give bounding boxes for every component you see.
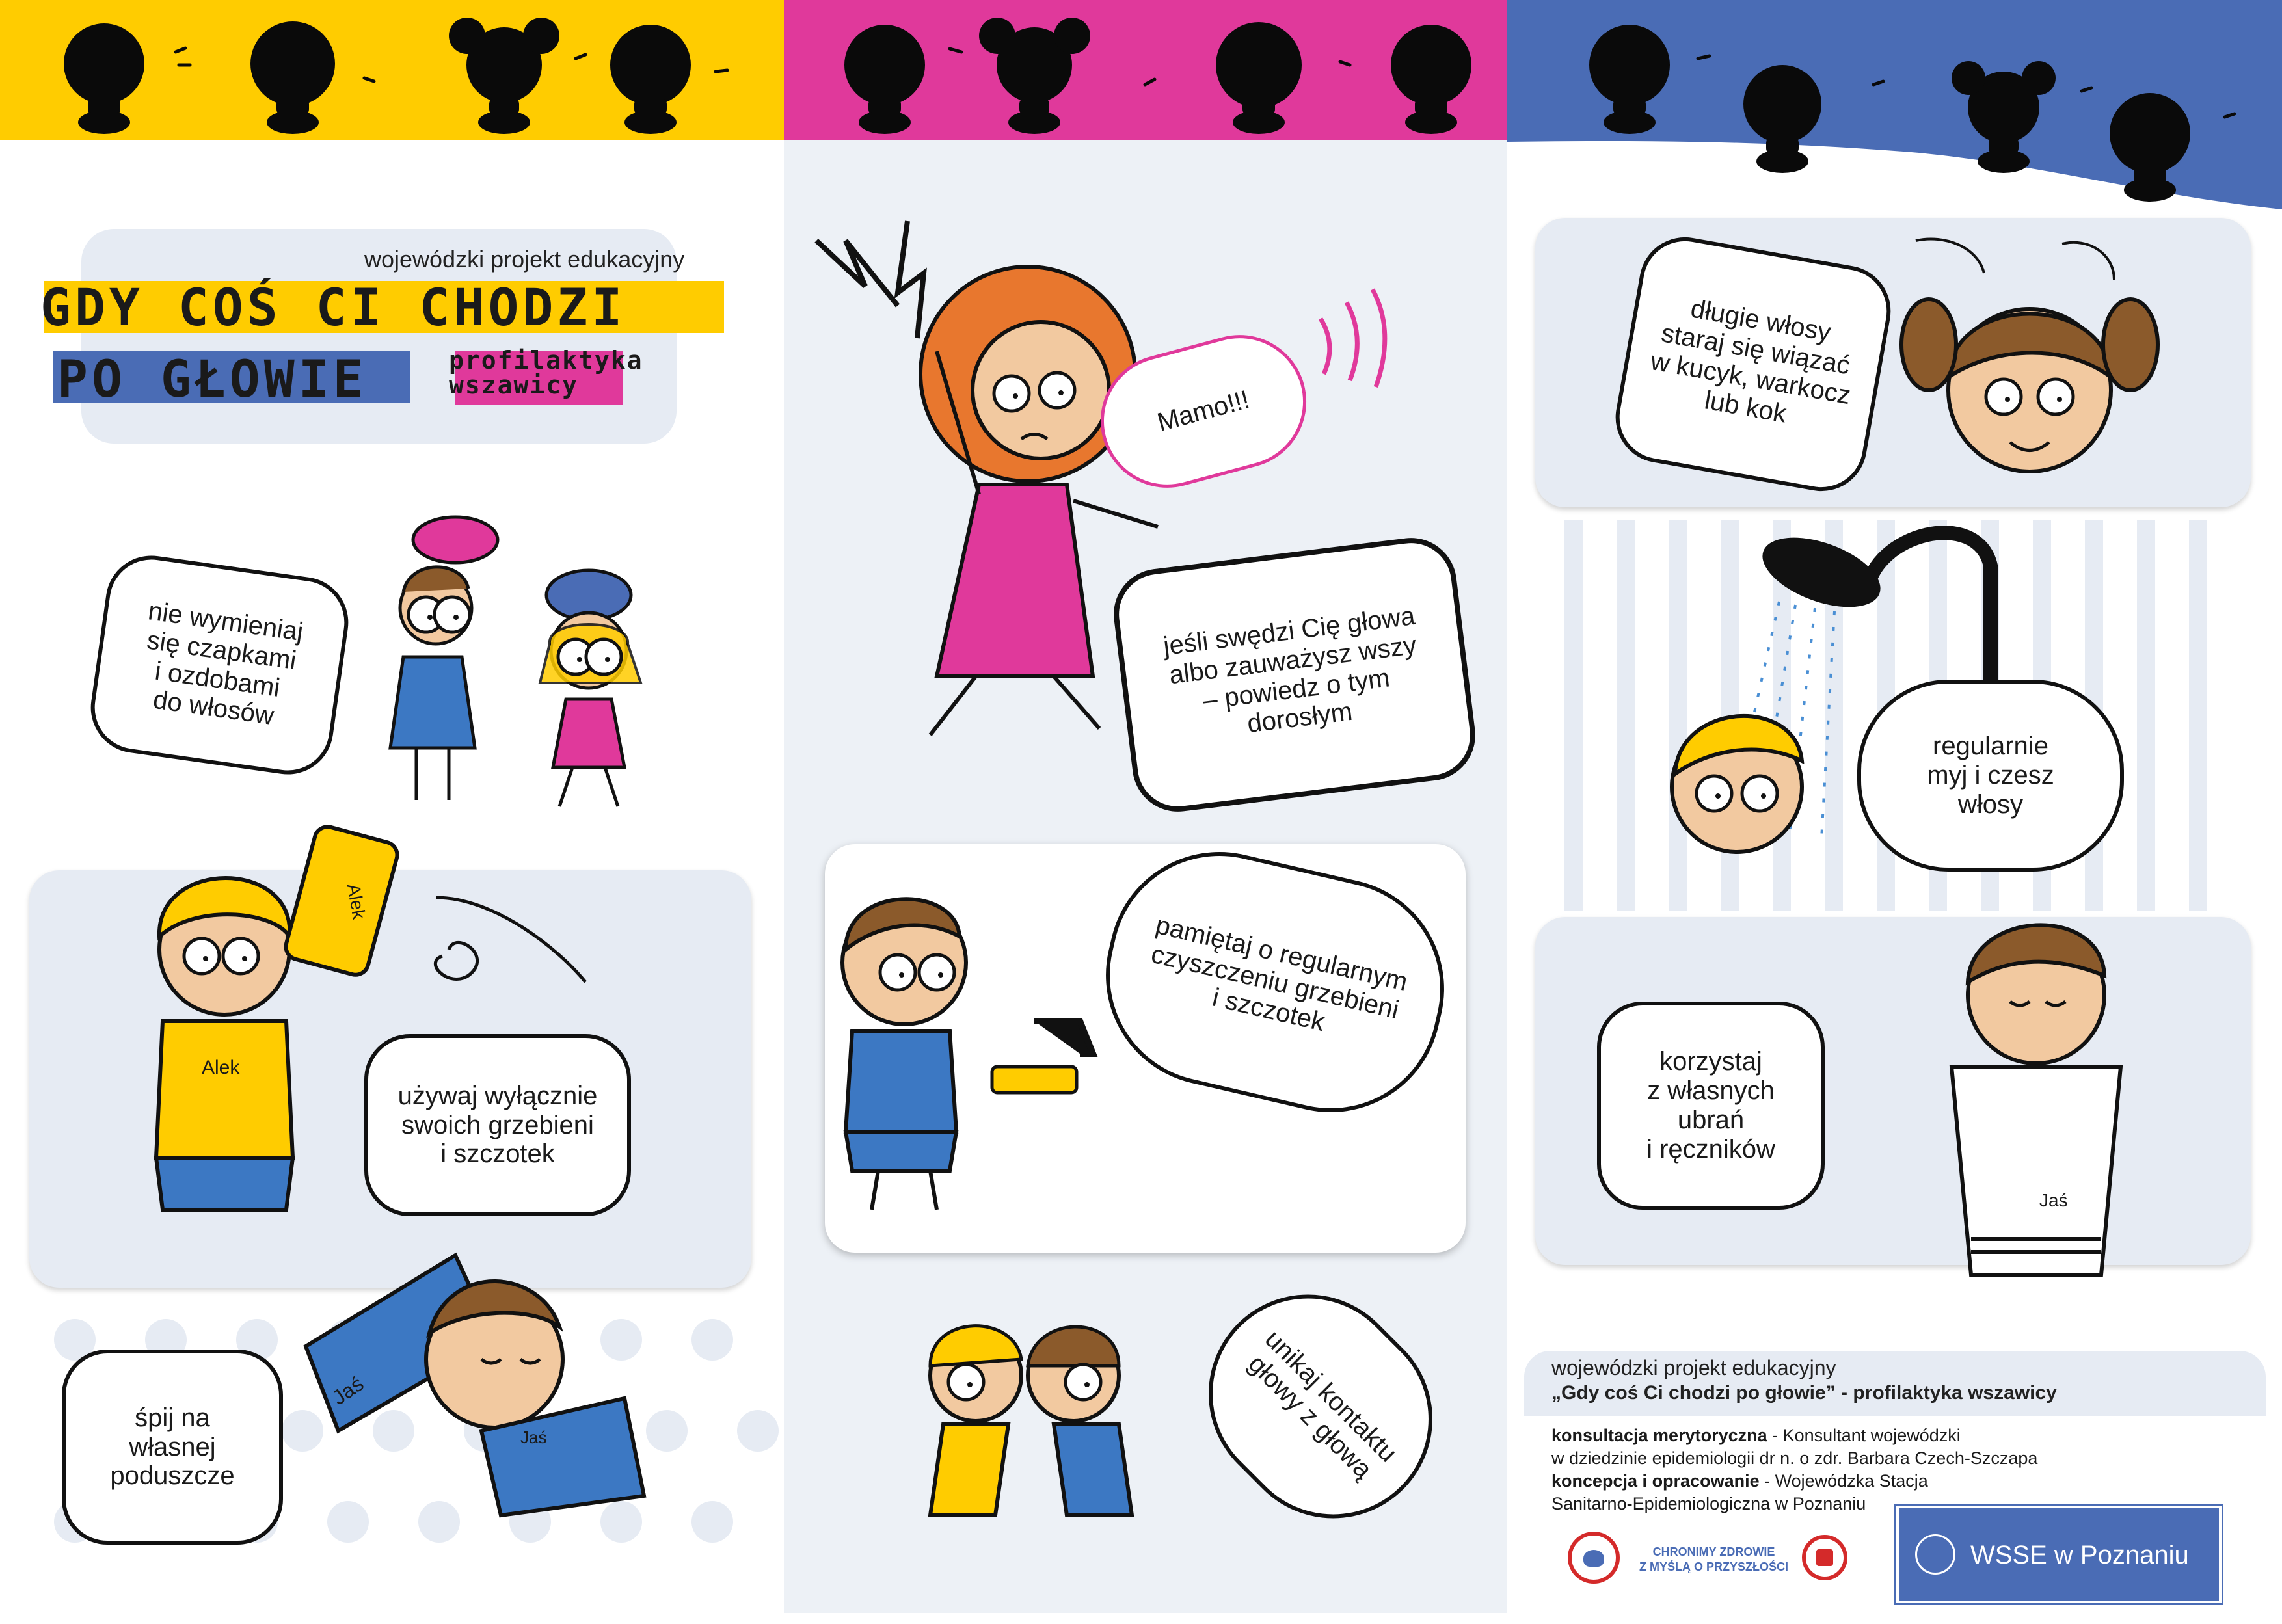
- bubble-pillow-text: śpij na własnej poduszcze: [110, 1403, 235, 1491]
- bubble-wash-hair: [1857, 680, 2124, 872]
- logo1-line2: Z MYŚLĄ O PRZYSZŁOŚCI: [1639, 1560, 1789, 1574]
- credit-concept: [1551, 1470, 2241, 1493]
- sanepid-emblem-icon: [1802, 1535, 1847, 1580]
- bubble-tell-adult-text: jeśli swędzi Cię głowa albo zauważysz wszy – powiedz o tym dorosłym: [1162, 601, 1418, 739]
- girl-pink-cap-illustration: [390, 517, 498, 800]
- jas-shirt-label: Jaś: [520, 1428, 547, 1447]
- title-line1: GDY COŚ CI CHODZI: [40, 279, 626, 338]
- credit-concept-text2: Sanitarno-Epidemiologiczna w Poznaniu: [1551, 1494, 1866, 1514]
- subtitle: profilaktyka wszawicy: [449, 346, 643, 399]
- bubble-own-clothes: [1597, 1002, 1825, 1210]
- jas-towel-label: Jaś: [2039, 1190, 2068, 1210]
- girl-blue-cap-illustration: [540, 570, 641, 806]
- wsse-logo-box: [1896, 1506, 2222, 1603]
- credit-merit-text: - Konsultant wojewódzki: [1767, 1426, 1961, 1445]
- bubble-mamo-text: Mamo!!!: [1154, 385, 1253, 438]
- credit-concept-label: koncepcja i opracowanie: [1551, 1471, 1760, 1491]
- project-label: wojewódzki projekt edukacyjny: [364, 246, 685, 273]
- alek-shirt-label: Alek: [202, 1057, 240, 1078]
- credit-merit: [1551, 1424, 2241, 1447]
- girl-pigtails-illustration: [1901, 299, 2158, 472]
- eagle-emblem-icon: [1915, 1534, 1955, 1575]
- bubble-combs-text: używaj wyłącznie swoich grzebieni i szczotek: [397, 1081, 598, 1169]
- bubble-long-hair: [1609, 230, 1898, 498]
- bubble-wash-hair-text: regularnie myj i czesz włosy: [1927, 732, 2054, 819]
- bubble-clean-combs-text: pamiętaj o regularnym czyszczeniu grzebieni i szczotek: [1148, 911, 1410, 1037]
- emblem-center-icon: [1816, 1549, 1833, 1566]
- bubble-pillow: [62, 1350, 283, 1545]
- bubble-long-hair-text: długie włosy staraj się wiązać w kucyk, warkocz lub kok: [1648, 294, 1853, 429]
- credit-merit-text2: w dziedzinie epidemiologii dr n. o zdr. Barbara Czech-Szczapa: [1551, 1448, 2038, 1469]
- chronimy-zdrowie-logo: [1568, 1532, 1620, 1584]
- title-line2: PO GŁOWIE: [57, 351, 368, 409]
- bubble-caps-text: nie wymieniaj się czapkami i ozdobami do włosów: [145, 596, 305, 731]
- chronimy-zdrowie-text: [1639, 1545, 1788, 1575]
- bubble-tell-adult: [1108, 533, 1481, 817]
- people-icon: [1583, 1550, 1604, 1567]
- bubble-own-clothes-text: korzystaj z własnych ubrań i ręczników: [1646, 1047, 1775, 1164]
- credit-merit-label: konsultacja merytoryczna: [1551, 1426, 1767, 1445]
- bubble-combs: [364, 1034, 631, 1216]
- logo1-line1: CHRONIMY ZDROWIE: [1652, 1545, 1775, 1558]
- boy-towel-illustration: [1952, 925, 2121, 1275]
- bubble-caps: [85, 550, 355, 780]
- wsse-label: WSSE w Poznaniu: [1970, 1541, 2189, 1569]
- alek-comb-label: Alek: [343, 882, 369, 921]
- footer-project-label: wojewódzki projekt edukacyjny: [1551, 1356, 1836, 1379]
- two-kids-heads-illustration: [930, 1326, 1132, 1515]
- footer-project-title: „Gdy coś Ci chodzi po głowie” - profilaktyka wszawicy: [1551, 1382, 2057, 1404]
- footer-credits: [1551, 1424, 2241, 1515]
- boy-washing-comb-illustration: [842, 899, 1093, 1210]
- jas-pillow-label: Jaś: [327, 1372, 368, 1410]
- credit-concept-text: - Wojewódzka Stacja: [1759, 1471, 1928, 1491]
- bubble-avoid-contact-text: unikaj kontaktu głowy z głową: [1242, 1324, 1403, 1484]
